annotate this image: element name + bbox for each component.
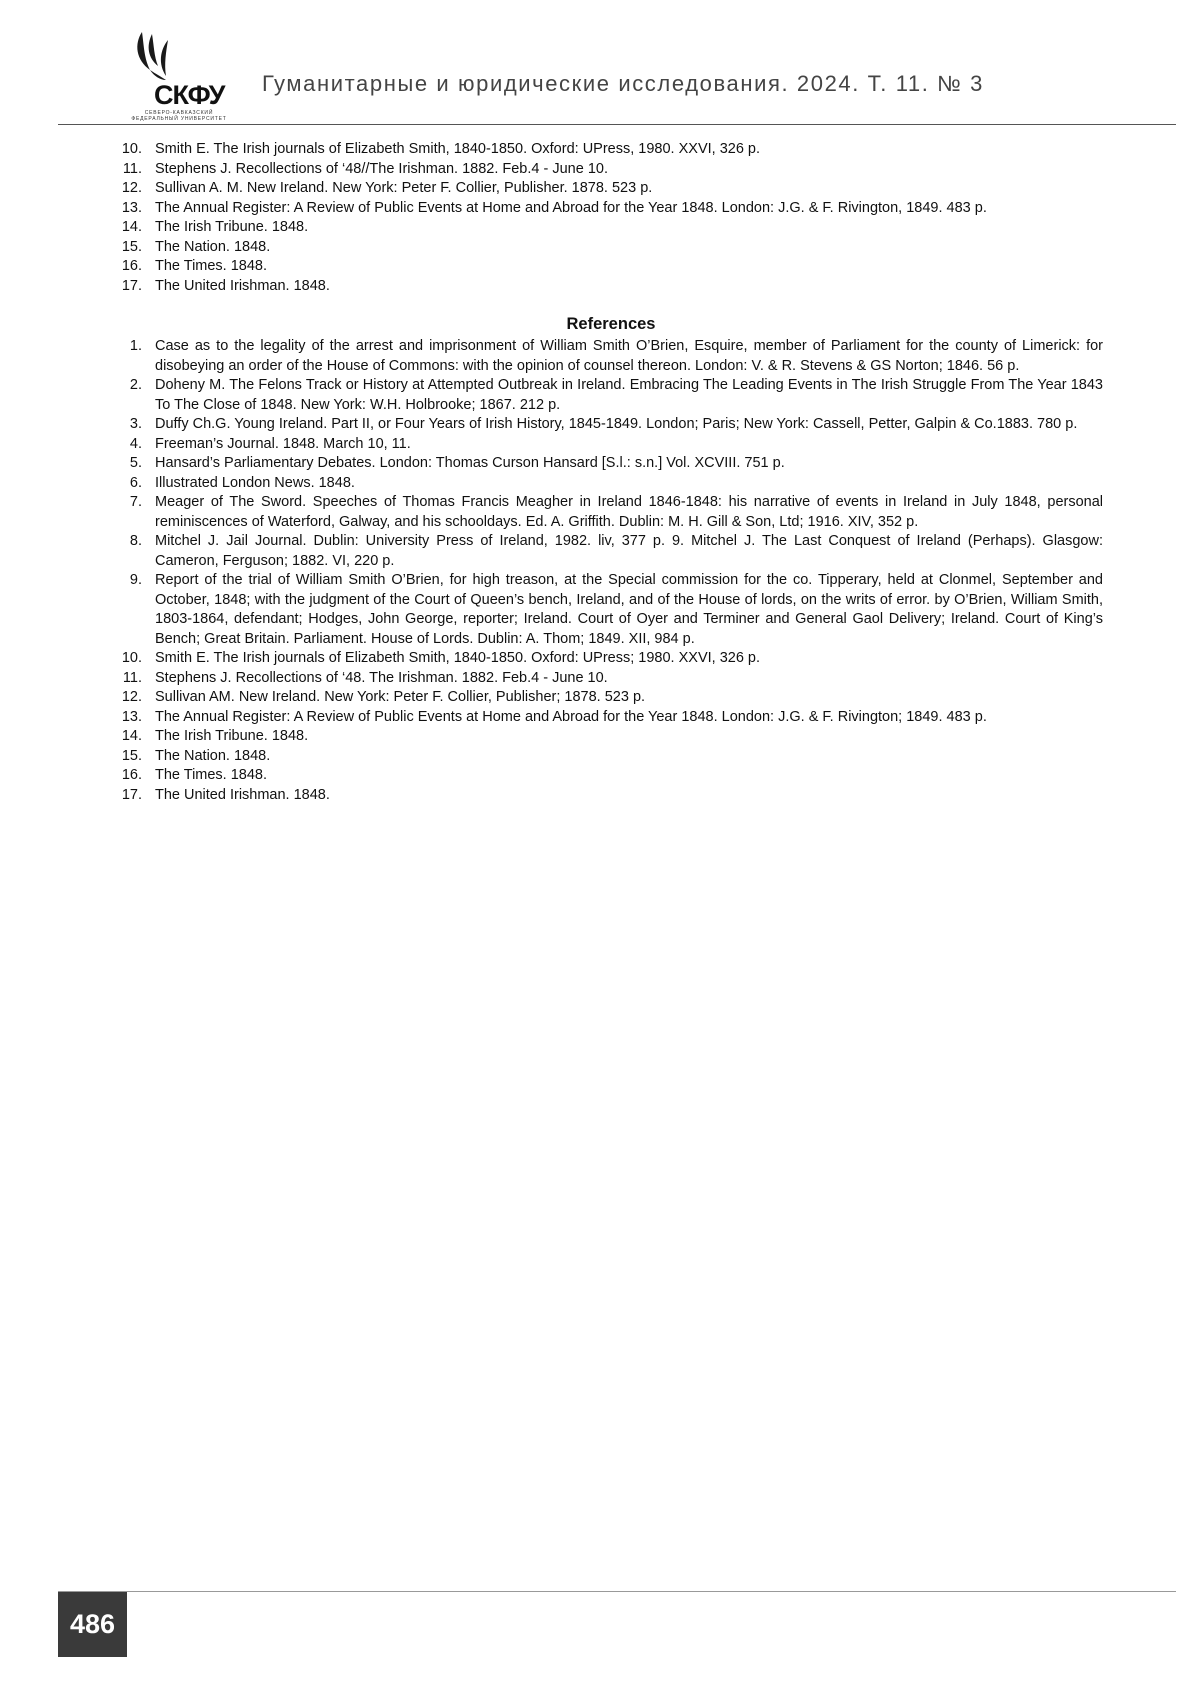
reference-text: The Irish Tribune. 1848. bbox=[155, 219, 309, 235]
reference-item bbox=[0, 199, 1103, 219]
reference-item bbox=[0, 454, 1103, 474]
reference-item bbox=[0, 474, 1103, 494]
reference-number: 17. bbox=[121, 786, 142, 803]
reference-item bbox=[0, 238, 1103, 258]
reference-item bbox=[0, 571, 1103, 649]
reference-number: 15. bbox=[121, 747, 142, 764]
reference-text: Smith E. The Irish journals of Elizabeth Smith, 1840-1850. Oxford: UPress; 1980. XXVI, 326 p. bbox=[155, 650, 761, 666]
reference-item bbox=[0, 786, 1103, 806]
reference-text: The United Irishman. 1848. bbox=[155, 786, 330, 803]
reference-text: The Annual Register: A Review of Public Events at Home and Abroad for the Year 1848. London: J.G. & F. Rivington, 1849. 483 p. bbox=[155, 199, 987, 216]
reference-item bbox=[0, 669, 1103, 689]
reference-item bbox=[0, 257, 1103, 277]
reference-number: 17. bbox=[121, 277, 142, 294]
reference-number: 7. bbox=[129, 494, 142, 510]
reference-item bbox=[0, 218, 1103, 238]
reference-number: 14. bbox=[121, 728, 142, 744]
reference-item bbox=[0, 649, 1103, 669]
reference-number: 10. bbox=[121, 650, 142, 666]
reference-number: 11. bbox=[122, 669, 142, 686]
reference-item bbox=[0, 766, 1103, 786]
reference-text: Sullivan A. M. New Ireland. New York: Peter F. Collier, Publisher. 1878. 523 p. bbox=[155, 180, 653, 196]
reference-text: The United Irishman. 1848. bbox=[155, 277, 330, 294]
reference-number: 10. bbox=[121, 141, 142, 157]
reference-number: 5. bbox=[129, 455, 142, 471]
reference-text: Hansard’s Parliamentary Debates. London: Thomas Curson Hansard [S.l.: s.n.] Vol. XCVIII. 751 p. bbox=[155, 455, 785, 471]
reference-item bbox=[0, 376, 1103, 415]
reference-number: 8. bbox=[129, 533, 142, 549]
reference-number: 3. bbox=[129, 416, 142, 432]
reference-number: 9. bbox=[129, 572, 142, 588]
reference-item bbox=[0, 688, 1103, 708]
reference-text: Mitchel J. Jail Journal. Dublin: University Press of Ireland, 1982. liv, 377 p. 9. Mitchel J. The Last Conquest of Ireland (Perhaps). Glasgow: Cameron, Ferguson; 1882. VI, 220 p. bbox=[155, 533, 1103, 569]
reference-text: Sullivan AM. New Ireland. New York: Peter F. Collier, Publisher; 1878. 523 p. bbox=[155, 689, 646, 705]
references-heading: References bbox=[566, 315, 656, 333]
reference-text: The Annual Register: A Review of Public Events at Home and Abroad for the Year 1848. London: J.G. & F. Rivington; 1849. 483 p. bbox=[155, 708, 987, 725]
reference-number: 2. bbox=[129, 377, 142, 393]
reference-item bbox=[0, 160, 1103, 180]
reference-number: 16. bbox=[121, 258, 142, 274]
reference-number: 14. bbox=[121, 219, 142, 235]
reference-number: 1. bbox=[129, 338, 142, 354]
reference-number: 11. bbox=[122, 160, 142, 177]
journal-title: Гуманитарные и юридические исследования. 2024. Т. 11. № 3 bbox=[262, 71, 984, 96]
reference-text: Case as to the legality of the arrest and imprisonment of William Smith O’Brien, Esquire, member of Parliament for the county of Limerick: for disobeying an order of the House of Commons: with the opinion of counsel thereon. London: V. & R. Stevens & GS Norton; 1846. 56 p. bbox=[155, 338, 1103, 374]
reference-text: The Nation. 1848. bbox=[155, 747, 271, 764]
reference-text: Smith E. The Irish journals of Elizabeth Smith, 1840-1850. Oxford: UPress, 1980. XXVI, 326 p. bbox=[155, 141, 761, 157]
logo-abbreviation: СКФУ bbox=[154, 80, 225, 110]
reference-number: 4. bbox=[129, 435, 142, 452]
reference-text: Report of the trial of William Smith O’Brien, for high treason, at the Special commission for the co. Tipperary, held at Clonmel, September and October, 1848; with the judgment of the Court of Queen’s bench, Ireland, and of the House of lords, on the writs of error. by O’Brien, William Smith, 1803-1864, defendant; Hodges, John George, reporter; Ireland. Court of Oyer and Terminer and General Gaol Delivery; Ireland. Court of King’s Bench; Great Britain. Parliament. House of Lords. Dublin: A. Thom; 1849. XII, 984 p. bbox=[155, 572, 1103, 647]
reference-item bbox=[0, 277, 1103, 297]
reference-text: Illustrated London News. 1848. bbox=[155, 474, 355, 491]
reference-item bbox=[0, 435, 1103, 455]
reference-item bbox=[0, 493, 1103, 532]
reference-text: Stephens J. Recollections of ‘48//The Irishman. 1882. Feb.4 - June 10. bbox=[155, 160, 608, 177]
header-divider bbox=[58, 124, 1176, 125]
reference-item bbox=[0, 532, 1103, 571]
reference-item bbox=[0, 415, 1103, 435]
reference-number: 16. bbox=[121, 767, 142, 783]
footer-divider bbox=[58, 1591, 1176, 1592]
reference-text: The Times. 1848. bbox=[155, 767, 268, 783]
reference-text: Doheny M. The Felons Track or History at Attempted Outbreak in Ireland. Embracing The Leading Events in The Irish Struggle From The Year 1843 To The Close of 1848. New York: W.H. Holbrooke; 1867. 212 p. bbox=[155, 377, 1103, 413]
reference-text: The Irish Tribune. 1848. bbox=[155, 728, 309, 744]
reference-text: Duffy Ch.G. Young Ireland. Part II, or Four Years of Irish History, 1845-1849. London; Paris; New York: Cassell, Petter, Galpin & Co.1883. 780 p. bbox=[155, 416, 1078, 432]
reference-text: Freeman’s Journal. 1848. March 10, 11. bbox=[155, 435, 411, 452]
reference-text: The Nation. 1848. bbox=[155, 238, 271, 255]
reference-item bbox=[0, 337, 1103, 376]
sources-list bbox=[0, 140, 1200, 296]
page-number: 486 bbox=[58, 1592, 127, 1657]
university-logo bbox=[124, 30, 234, 124]
references-list bbox=[0, 337, 1200, 805]
logo-subtitle: СЕВЕРО-КАВКАЗСКИЙ ФЕДЕРАЛЬНЫЙ УНИВЕРСИТЕТ bbox=[131, 110, 227, 122]
reference-number: 13. bbox=[121, 199, 142, 216]
reference-item bbox=[0, 708, 1103, 728]
reference-text: The Times. 1848. bbox=[155, 258, 268, 274]
reference-number: 6. bbox=[129, 474, 142, 491]
reference-text: Stephens J. Recollections of ‘48. The Irishman. 1882. Feb.4 - June 10. bbox=[155, 669, 608, 686]
reference-text: Meager of The Sword. Speeches of Thomas Francis Meagher in Ireland 1846-1848: his narrative of events in Ireland in July 1848, personal reminiscences of Waterford, Galway, and his schooldays. Ed. A. Griffith. Dublin: M. H. Gill & Son, Ltd; 1916. XIV, 352 p. bbox=[155, 494, 1103, 530]
reference-number: 12. bbox=[121, 180, 142, 196]
reference-number: 15. bbox=[121, 238, 142, 255]
reference-item bbox=[0, 140, 1103, 160]
reference-number: 12. bbox=[121, 689, 142, 705]
reference-item bbox=[0, 727, 1103, 747]
page-header bbox=[0, 0, 1200, 126]
reference-item bbox=[0, 747, 1103, 767]
reference-number: 13. bbox=[121, 708, 142, 725]
reference-item bbox=[0, 179, 1103, 199]
